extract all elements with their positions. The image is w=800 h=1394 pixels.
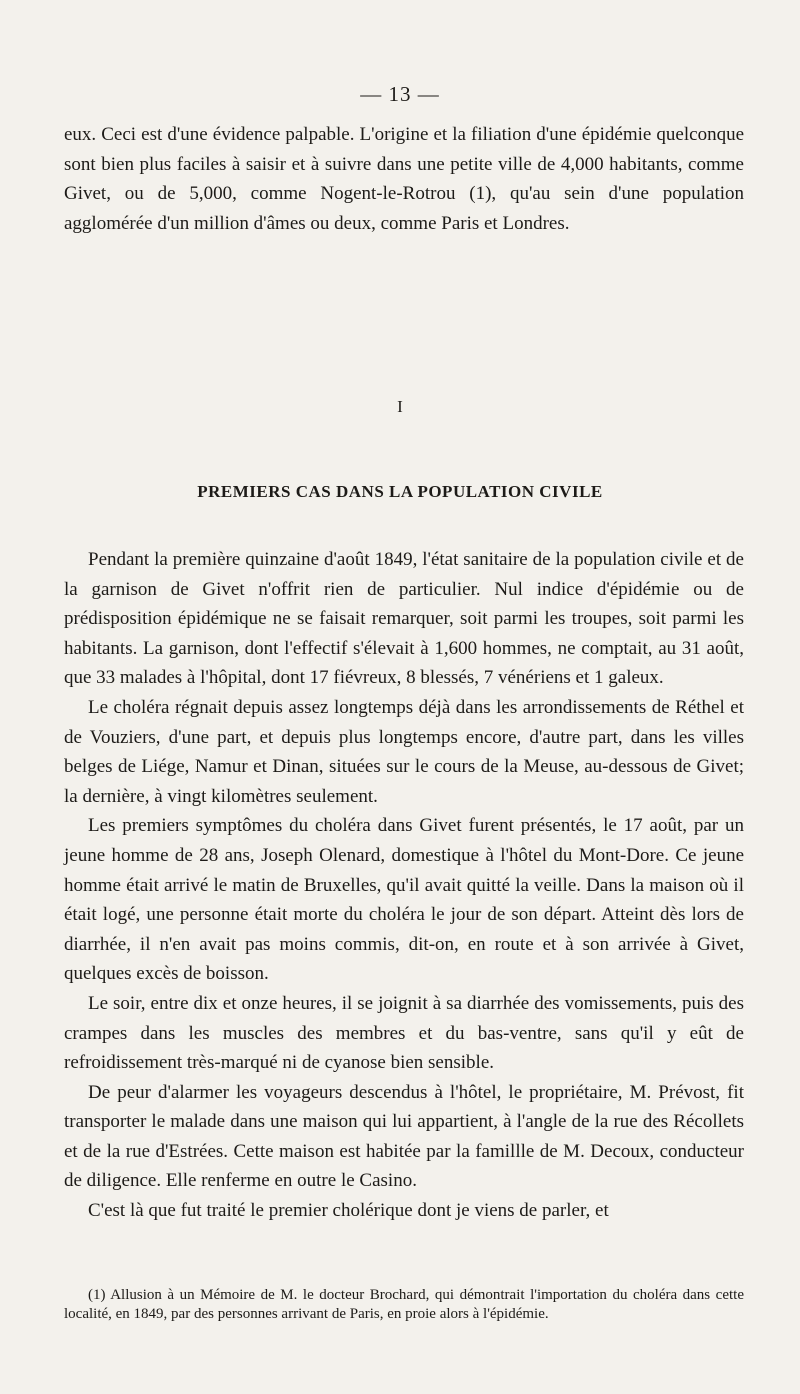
- intro-text: [64, 120, 744, 238]
- paragraph: C'est là que fut traité le premier cholérique dont je viens de parler, et: [88, 1200, 609, 1222]
- page-number: — 13 —: [360, 82, 440, 106]
- paragraph: De peur d'alarmer les voyageurs descendus à l'hôtel, le propriétaire, M. Prévost, fit transporter le malade dans une maison qui lui appartient, à l'angle de la rue des Récollets et de la rue d'Estrées. Cette maison est habitée par la famillle de M. Decoux, conducteur de diligence. Elle renferme en outre le Casino.: [64, 1081, 744, 1192]
- paragraph: Le choléra régnait depuis assez longtemps déjà dans les arrondissements de Réthel et de Vouziers, d'une part, et depuis plus longtemps encore, d'autre part, dans les villes belges de Liége, Namur et Dinan, situées sur le cours de la Meuse, au-dessous de Givet; la dernière, à vingt kilomètres seulement.: [64, 696, 744, 807]
- intro-paragraph: eux. Ceci est d'une évidence palpable. L'origine et la filiation d'une épidémie quelconque sont bien plus faciles à saisir et à suivre dans une petite ville de 4,000 habitants, comme Givet, ou de 5,000, comme Nogent-le-Rotrou (1), qu'au sein d'une population agglomérée d'un million d'âmes ou deux, comme Paris et Londres.: [64, 124, 744, 234]
- section-number: I: [397, 397, 403, 416]
- section-body: [64, 545, 744, 1226]
- paragraph: Les premiers symptômes du choléra dans Givet furent présentés, le 17 août, par un jeune homme de 28 ans, Joseph Olenard, domestique à l'hôtel du Mont-Dore. Ce jeune homme était arrivé le matin de Bruxelles, qu'il avait quitté la veille. Dans la maison où il était logé, une personne était morte du choléra le jour de son départ. Atteint dès lors de diarrhée, il n'en avait pas moins commis, dit-on, en route et à son arrivée à Givet, quelques excès de boisson.: [64, 815, 744, 985]
- paragraph: Le soir, entre dix et onze heures, il se joignit à sa diarrhée des vomissements, puis des crampes dans les muscles des membres et du bas-ventre, sans qu'il y eût de refroidissement très-marqué ni de cyanose bien sensible.: [64, 992, 744, 1074]
- paragraph: Pendant la première quinzaine d'août 1849, l'état sanitaire de la population civile et de la garnison de Givet n'offrit rien de particulier. Nul indice d'épidémie ou de prédisposition épidémique ne se faisait remarquer, soit parmi les troupes, soit parmi les habitants. La garnison, dont l'effectif s'élevait à 1,600 hommes, ne comptait, au 31 août, que 33 malades à l'hôpital, dont 17 fiévreux, 8 blessés, 7 vénériens et 1 galeux.: [64, 549, 744, 689]
- section-title: PREMIERS CAS DANS LA POPULATION CIVILE: [197, 482, 603, 501]
- footnote: (1) Allusion à un Mémoire de M. le docteur Brochard, qui démontrait l'importation du choléra dans cette localité, en 1849, par des personnes arrivant de Paris, en proie alors à l'épidémie.: [64, 1287, 744, 1322]
